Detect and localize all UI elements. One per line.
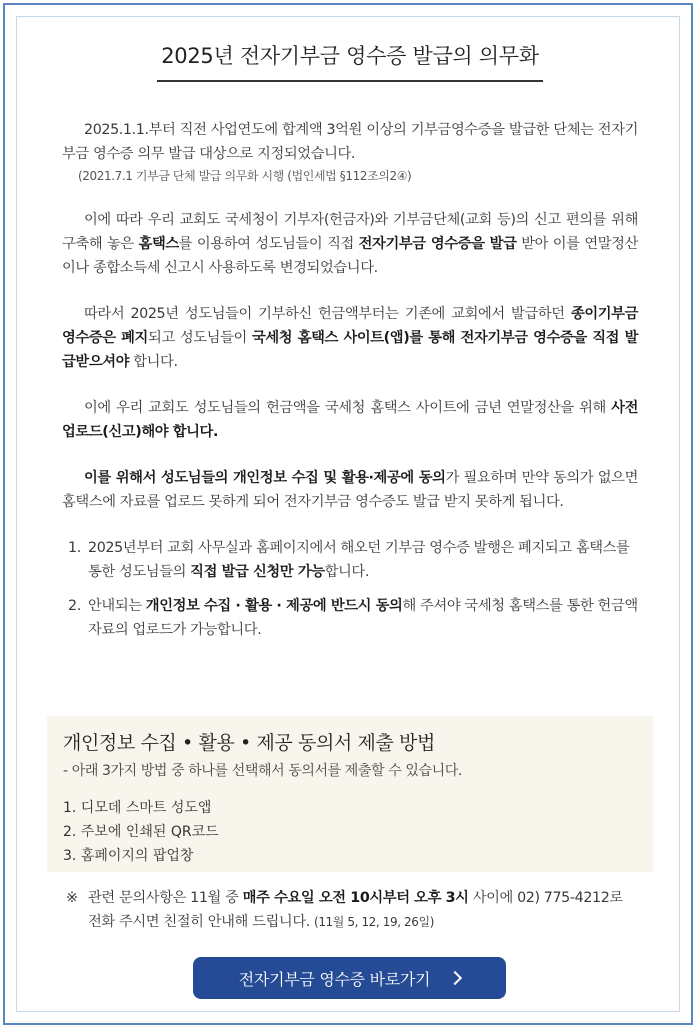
- consent-method-title: 개인정보 수집 • 활용 • 제공 동의서 제출 방법: [63, 732, 435, 754]
- paragraph-1-text: 2025.1.1.부터 직전 사업연도에 합계액 3억원 이상의 기부금영수증을 발급한 단체는 전자기부금 영수증 의무 발급 대상으로 지정되었습니다.: [62, 122, 638, 162]
- chevron-right-icon: [448, 971, 462, 985]
- title-container: [0, 40, 700, 82]
- notice-list: [62, 536, 638, 642]
- p3-text-a: 따라서 2025년 성도님들이 기부하신 헌금액부터는 기존에 교회에서 발급하던: [84, 306, 571, 322]
- list-number: 2.: [68, 598, 81, 614]
- list-item: [62, 536, 638, 584]
- paragraph-4: [62, 396, 638, 444]
- p2-bold-2: 전자기부금 영수증을 발급: [358, 236, 517, 252]
- main-content: [62, 118, 638, 652]
- p4-text-a: 이에 우리 교회도 성도님들의 헌금액을 국세청 홈택스 사이트에 금년 연말정산을 위해: [84, 400, 612, 416]
- law-note: (2021.7.1 기부금 단체 발급 의무화 시행 (법인세법 §112조의2④): [78, 169, 412, 183]
- consent-method-list: [63, 796, 219, 868]
- p5-bold: 이를 위해서 성도님들의 개인정보 수집 및 활용·제공에 동의: [84, 470, 446, 486]
- p3-text-c: 되고 성도님들이: [147, 330, 252, 346]
- consent-method-item: 2. 주보에 인쇄된 QR코드: [63, 824, 219, 840]
- consent-method-item: 3. 홈페이지의 팝업창: [63, 848, 194, 864]
- p2-bold-1: 홈택스: [138, 236, 179, 252]
- note-text-a: 관련 문의사항은 11월 중: [88, 890, 243, 906]
- paragraph-3: [62, 302, 638, 374]
- reference-mark: ※: [66, 890, 78, 906]
- e-receipt-shortcut-button[interactable]: [193, 957, 506, 999]
- contact-note: [62, 886, 638, 934]
- list-number: 1.: [68, 540, 81, 556]
- list-item: [62, 594, 638, 642]
- p5-text: 가 필요하며 만약 동의가 없으면 홈택스에 자료를 업로드 못하게 되어 전자기부금 영수증도 발급 받지 못하게 됩니다.: [62, 470, 639, 510]
- note-bold: 매주 수요일 오전 10시부터 오후 3시: [242, 890, 469, 906]
- contact-note-text: [62, 886, 638, 934]
- p4-bold: 사전 업로드(신고)해야 합니다.: [62, 400, 638, 440]
- p3-bold-1: 종이기부금 영수증은 폐지: [62, 306, 638, 346]
- consent-method-item: 1. 디모데 스마트 성도앱: [63, 800, 212, 816]
- note-dates: (11월 5, 12, 19, 26일): [314, 915, 434, 929]
- p3-text-d: 합니다.: [129, 354, 178, 370]
- page-title: 2025년 전자기부금 영수증 발급의 의무화: [157, 40, 543, 82]
- paragraph-5: [62, 466, 638, 514]
- list-text: 합니다.: [324, 564, 369, 580]
- list-text: 해 주셔야 국세청 홈택스를 통한 헌금액 자료의 업로드가 가능합니다.: [88, 598, 638, 638]
- paragraph-2: [62, 208, 638, 280]
- button-label: 전자기부금 영수증 바로가기: [238, 969, 431, 989]
- list-text: 안내되는: [88, 598, 146, 614]
- list-bold: 직접 발급 신청만 가능: [190, 564, 325, 580]
- list-bold: 개인정보 수집 · 활용 · 제공에 반드시 동의: [145, 598, 403, 614]
- p2-text-c: 를 이용하여 성도님들이 직접: [178, 236, 359, 252]
- p2-text-a: 이에 따라 우리 교회도 국세청이 기부자(헌금자)와 기부금단체(교회 등)의 신고 편의를 위해 구축해 놓은: [62, 212, 638, 252]
- p2-text-d: 받아 이를 연말정산이나 종합소득세 신고시 사용하도록 변경되었습니다.: [62, 236, 638, 276]
- consent-method-box: [47, 716, 653, 872]
- p3-bold-2: 국세청 홈택스 사이트(앱)를 통해 전자기부금 영수증을 직접 발급받으셔야: [62, 330, 639, 370]
- note-text-c: 사이에 02) 775-4212로 전화 주시면 친절히 안내해 드립니다.: [88, 890, 623, 930]
- consent-method-subtitle: - 아래 3가지 방법 중 하나를 선택해서 동의서를 제출할 수 있습니다.: [63, 763, 462, 779]
- list-text: 2025년부터 교회 사무실과 홈페이지에서 해오던 기부금 영수증 발행은 폐지되고 홈택스를 통한 성도님들의: [88, 540, 630, 580]
- paragraph-1: [62, 118, 638, 166]
